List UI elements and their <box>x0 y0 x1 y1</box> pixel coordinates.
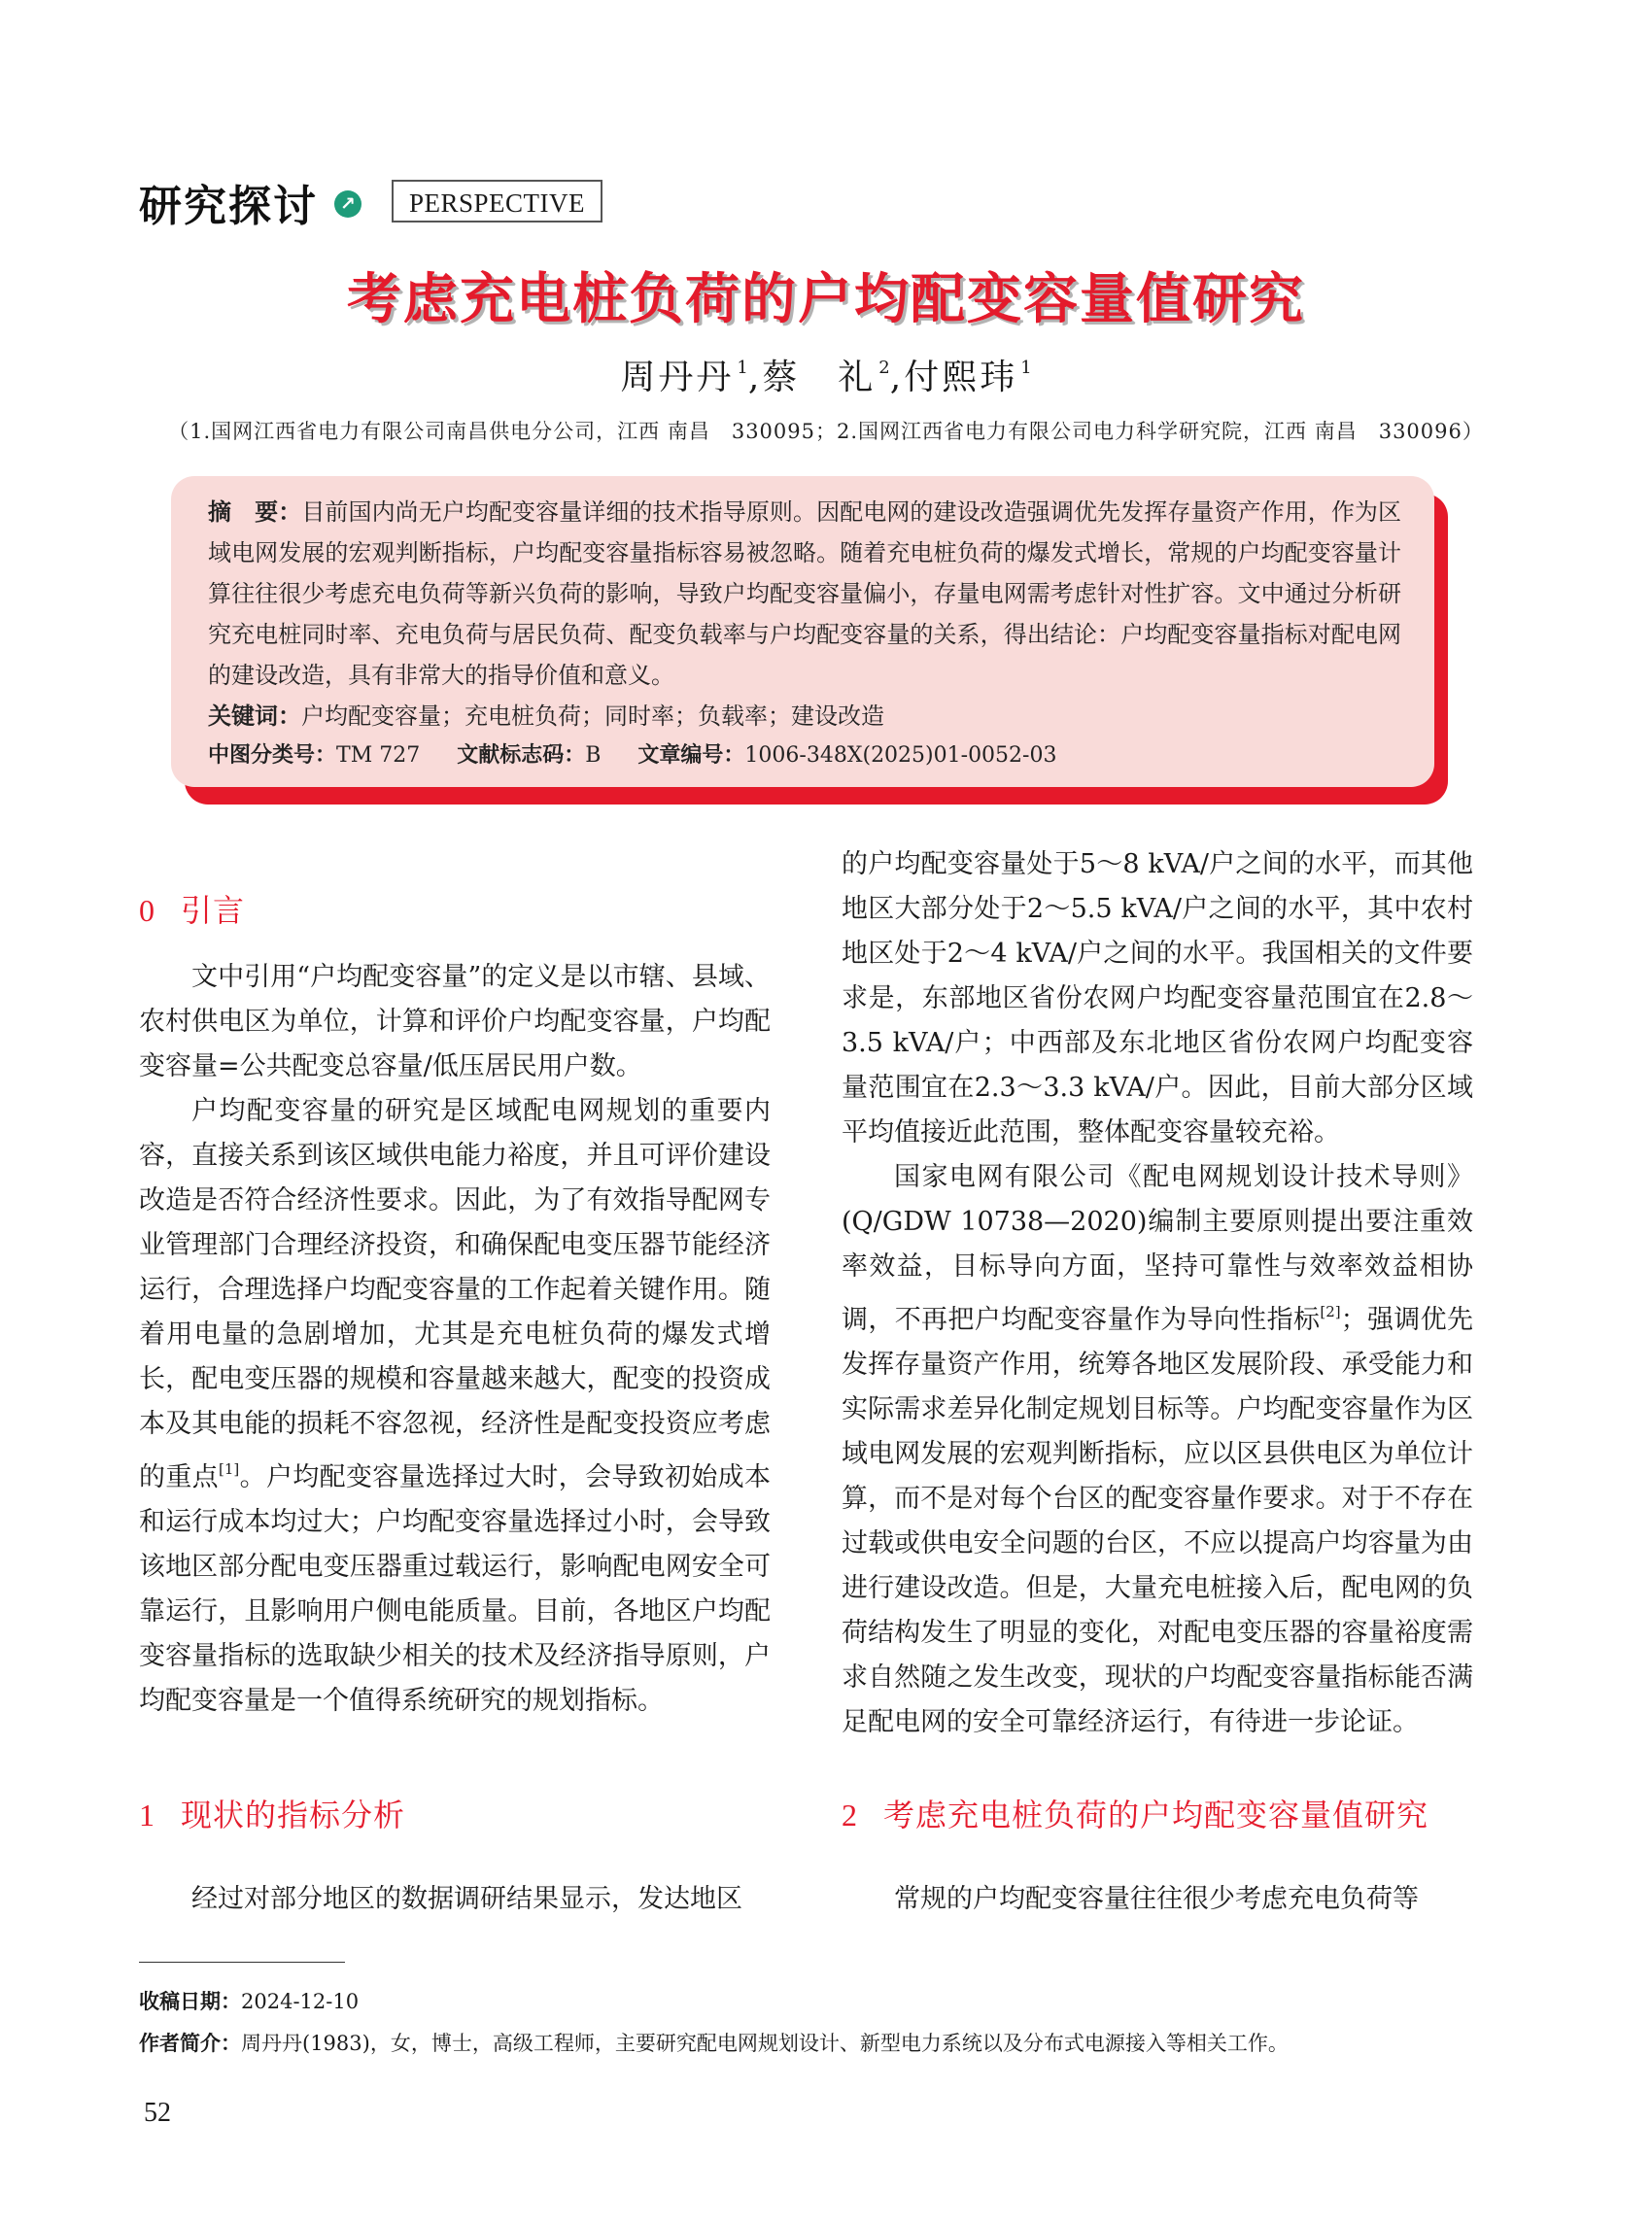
section-2-number: 2 <box>842 1798 858 1832</box>
left-paragraph-2 <box>139 1089 771 1724</box>
received-label: 收稿日期： <box>139 1990 241 2013</box>
affiliation: （1.国网江西省电力有限公司南昌供电分公司，江西 南昌 330095；2.国网江西省电力有限公司电力科学研究院，江西 南昌 330096） <box>168 420 1484 443</box>
abstract-text: 目前国内尚无户均配变容量详细的技术指导原则。因配电网的建设改造强调优先发挥存量资产作用，作为区域电网发展的宏观判断指标，户均配变容量指标容易被忽略。随着充电桩负荷的爆发式增长，常规的户均配变容量计算往往很少考虑充电负荷等新兴负荷的影响，导致户均配变容量偏小，存量电网需考虑针对性扩容。文中通过分析研究充电桩同时率、充电负荷与居民负荷、配变负载率与户均配变容量的关系，得出结论：户均配变容量指标对配电网的建设改造，具有非常大的指导价值和意义。 <box>208 498 1402 689</box>
paper-title: 考虑充电桩负荷的户均配变容量值研究 <box>347 268 1305 331</box>
page-number: 52 <box>144 2098 171 2128</box>
keywords-label: 关键词： <box>208 702 301 730</box>
authors: 周丹丹 $^1$,蔡 礼 $^2$,付熙玮 $^1$ <box>620 358 1032 397</box>
abstract <box>208 492 1401 696</box>
arrow-up-right-icon: ↗ <box>334 190 361 218</box>
right-paragraph-2-a: 国家电网有限公司《配电网规划设计技术导则》(Q/GDW 10738—2020)编制主要原则提出要注重效率效益，目标导向方面，坚持可靠性与效率效益相协调，不再把户均配变容量作为导向性指标 <box>842 1162 1473 1335</box>
right-column <box>842 842 1473 1745</box>
right-paragraph-2-b: ；强调优先发挥存量资产作用，统筹各地区发展阶段、承受能力和实际需求差异化制定规划目标等。户均配变容量作为区域电网发展的宏观判断指标，应以区县供电区为单位计算，而不是对每个台区的配变容量作要求。对于不存在过载或供电安全问题的台区，不应以提高户均容量为由进行建设改造。但是，大量充电桩接入后，配电网的负荷结构发生了明显的变化，对配电变压器的容量裕度需求自然随之发生改变，现状的户均配变容量指标能否满足配电网的安全可靠经济运行，有待进一步论证。 <box>842 1305 1474 1737</box>
section-1-heading <box>139 1791 405 1835</box>
author-3: 付熙玮 <box>904 358 1018 397</box>
classification-line <box>208 738 1056 769</box>
doc-code-value: B <box>585 743 602 768</box>
section-2-heading <box>842 1791 1428 1835</box>
section-0-number: 0 <box>139 893 155 928</box>
right-paragraph-1: 的户均配变容量处于5～8 kVA/户之间的水平，而其他地区大部分处于2～5.5 kVA/户之间的水平，其中农村地区处于2～4 kVA/户之间的水平。我国相关的文件要求是，东部地区省份农网户均配变容量范围宜在2.8～3.5 kVA/户；中西部及东北地区省份农网户均配变容量范围宜在2.3～3.3 kVA/户。因此，目前大部分区域平均值接近此范围，整体配变容量较充裕。 <box>842 849 1473 1147</box>
perspective-label: PERSPECTIVE <box>392 180 602 223</box>
left-paragraph-2-b: 。户均配变容量选择过大时，会导致初始成本和运行成本均过大；户均配变容量选择过小时，会导致该地区部分配电变压器重过载运行，影响配电网安全可靠运行，且影响用户侧电能质量。目前，各地区户均配变容量指标的选取缺少相关的技术及经济指导原则，户均配变容量是一个值得系统研究的规划指标。 <box>139 1462 772 1716</box>
footnote-rule <box>139 1962 345 1963</box>
author-1: 周丹丹 <box>620 358 735 397</box>
section-1-number: 1 <box>139 1798 155 1832</box>
bio-text: 周丹丹(1983)，女，博士，高级工程师，主要研究配电网规划设计、新型电力系统以及分布式电源接入等相关工作。 <box>241 2032 1289 2055</box>
article-no-value: 1006-348X(2025)01-0052-03 <box>744 743 1057 768</box>
section-2-title: 考虑充电桩负荷的户均配变容量值研究 <box>883 1797 1429 1833</box>
left-paragraph-3: 经过对部分地区的数据调研结果显示，发达地区 <box>191 1884 742 1914</box>
citation-1: [1] <box>219 1460 240 1478</box>
bio-label: 作者简介： <box>139 2032 241 2055</box>
clc-value: TM 727 <box>336 743 421 768</box>
section-tag: 研究探讨 <box>139 182 318 231</box>
left-column <box>139 955 771 1724</box>
author-bio <box>139 2028 1519 2057</box>
doc-code-label: 文献标志码： <box>457 743 586 768</box>
section-1-title: 现状的指标分析 <box>181 1797 406 1833</box>
received-value: 2024-12-10 <box>241 1990 360 2013</box>
received-date <box>139 1986 359 2015</box>
right-paragraph-3: 常规的户均配变容量往往很少考虑充电负荷等 <box>894 1884 1419 1914</box>
author-2: 蔡 礼 <box>762 358 877 397</box>
left-paragraph-2-a: 户均配变容量的研究是区域配电网规划的重要内容，直接关系到该区域供电能力裕度，并且可评价建设改造是否符合经济性要求。因此，为了有效指导配网专业管理部门合理经济投资，和确保配电变压器节能经济运行，合理选择户均配变容量的工作起着关键作用。随着用电量的急剧增加，尤其是充电桩负荷的爆发式增长，配电变压器的规模和容量越来越大，配变的投资成本及其电能的损耗不容忽视，经济性是配变投资应考虑的重点 <box>139 1096 771 1492</box>
clc-label: 中图分类号： <box>208 743 337 768</box>
author-1-affil: 1 <box>737 358 748 378</box>
left-paragraph-1: 文中引用“户均配变容量”的定义是以市辖、县域、农村供电区为单位，计算和评价户均配变容量，户均配变容量=公共配变总容量/低压居民用户数。 <box>139 962 771 1081</box>
article-no-label: 文章编号： <box>637 743 745 768</box>
citation-2: [2] <box>1320 1303 1341 1320</box>
abstract-label: 摘 要： <box>208 498 302 526</box>
author-3-affil: 1 <box>1020 358 1032 378</box>
author-2-affil: 2 <box>878 358 890 378</box>
right-paragraph-2 <box>842 1155 1473 1745</box>
keywords-text: 户均配变容量；充电桩负荷；同时率；负载率；建设改造 <box>301 702 884 730</box>
section-0-title: 引言 <box>181 892 246 929</box>
section-0-heading <box>139 886 245 931</box>
keywords <box>208 697 884 731</box>
